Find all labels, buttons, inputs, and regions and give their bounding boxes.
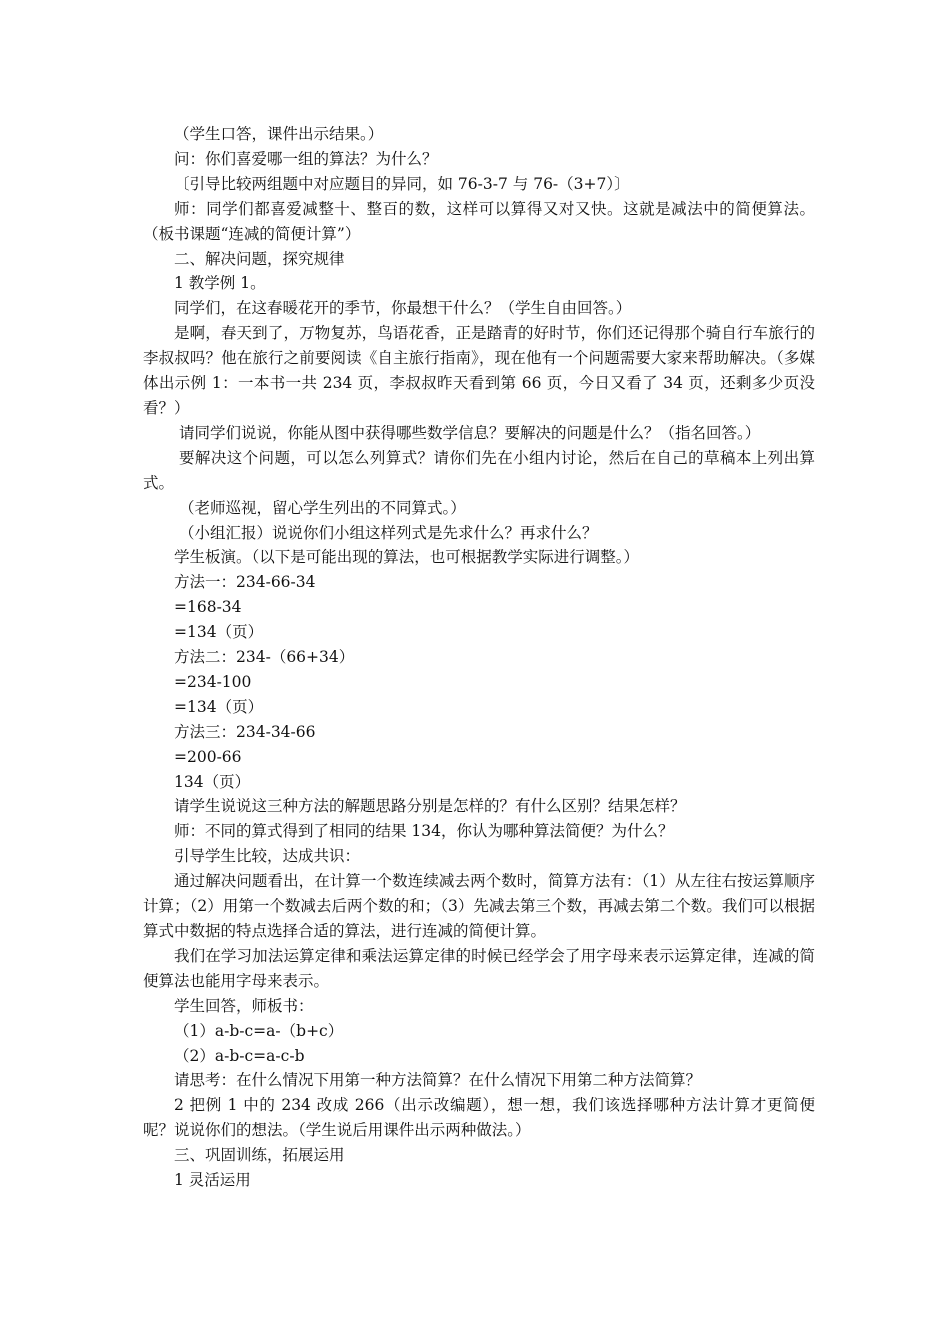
paragraph: 学生回答，师板书： bbox=[174, 996, 314, 1015]
section-heading: 三、巩固训练，拓展运用 bbox=[174, 1146, 345, 1165]
paragraph: 1 教学例 1。 bbox=[174, 274, 266, 293]
paragraph: 师：同学们都喜爱减整十、整百的数，这样可以算得又对又快。这就是减法中的简便算法。（板书课题“连减的简便计算”） bbox=[143, 199, 815, 243]
equation-line: =168-34 bbox=[174, 598, 242, 617]
paragraph: 问：你们喜爱哪一组的算法？为什么？ bbox=[174, 149, 438, 168]
paragraph: 请学生说说这三种方法的解题思路分别是怎样的？有什么区别？结果怎样？ bbox=[174, 797, 686, 816]
paragraph: 2 把例 1 中的 234 改成 266（出示改编题），想一想，我们该选择哪种方法计算才更简便呢？说说你们的想法。（学生说后用课件出示两种做法。） bbox=[143, 1096, 815, 1140]
document-page bbox=[143, 122, 815, 1193]
formula-line: （2）a-b-c=a-c-b bbox=[174, 1046, 305, 1065]
equation-line: 方法三：234-34-66 bbox=[174, 722, 316, 741]
formula-line: （1）a-b-c=a-（b+c） bbox=[174, 1021, 344, 1040]
paragraph: 同学们，在这春暖花开的季节，你最想干什么？（学生自由回答。） bbox=[174, 299, 632, 318]
paragraph: 我们在学习加法运算定律和乘法运算定律的时候已经学会了用字母来表示运算定律，连减的简便算法也能用字母来表示。 bbox=[143, 946, 815, 990]
paragraph: 引导学生比较，达成共识： bbox=[174, 847, 361, 866]
equation-line: 方法二：234-（66+34） bbox=[174, 648, 355, 667]
equation-line: =134（页） bbox=[174, 623, 264, 642]
paragraph: （学生口答，课件出示结果。） bbox=[174, 125, 384, 143]
paragraph: 是啊，春天到了，万物复苏，鸟语花香，正是踏青的好时节，你们还记得那个骑自行车旅行的李叔叔吗？他在旅行之前要阅读《自主旅行指南》，现在他有一个问题需要大家来帮助解决。（多媒体出示例 1：一本书一共 234 页，李叔叔昨天看到第 66 页，今日又看了 34 页，还剩多少页没看？） bbox=[143, 324, 815, 417]
paragraph: 〔引导比较两组题中对应题目的异同，如 76-3-7 与 76-（3+7）〕 bbox=[174, 174, 630, 193]
paragraph: 请思考：在什么情况下用第一种方法简算？在什么情况下用第二种方法简算？ bbox=[174, 1071, 702, 1090]
paragraph: （老师巡视，留心学生列出的不同算式。） bbox=[179, 498, 466, 517]
equation-line: =234-100 bbox=[174, 672, 252, 691]
paragraph: 1 灵活运用 bbox=[174, 1171, 251, 1190]
equation-line: =134（页） bbox=[174, 697, 264, 716]
paragraph: （小组汇报）说说你们小组这样列式是先求什么？再求什么？ bbox=[179, 523, 598, 542]
paragraph: 请同学们说说，你能从图中获得哪些数学信息？要解决的问题是什么？（指名回答。） bbox=[179, 423, 761, 442]
equation-line: 方法一：234-66-34 bbox=[174, 573, 316, 592]
paragraph: 学生板演。（以下是可能出现的算法，也可根据教学实际进行调整。） bbox=[174, 548, 640, 567]
paragraph: 要解决这个问题，可以怎么列算式？请你们先在小组内讨论，然后在自己的草稿本上列出算式。 bbox=[143, 448, 815, 492]
paragraph: 师：不同的算式得到了相同的结果 134，你认为哪种算法简便？为什么？ bbox=[174, 822, 674, 841]
equation-line: =200-66 bbox=[174, 747, 242, 766]
paragraph: 通过解决问题看出，在计算一个数连续减去两个数时，简算方法有：（1）从左往右按运算顺序计算；（2）用第一个数减去后两个数的和；（3）先减去第三个数，再减去第二个数。我们可以根据算式中数据的特点选择合适的算法，进行连减的简便计算。 bbox=[143, 872, 815, 940]
section-heading: 二、解决问题，探究规律 bbox=[174, 249, 345, 268]
equation-line: 134（页） bbox=[174, 772, 251, 791]
